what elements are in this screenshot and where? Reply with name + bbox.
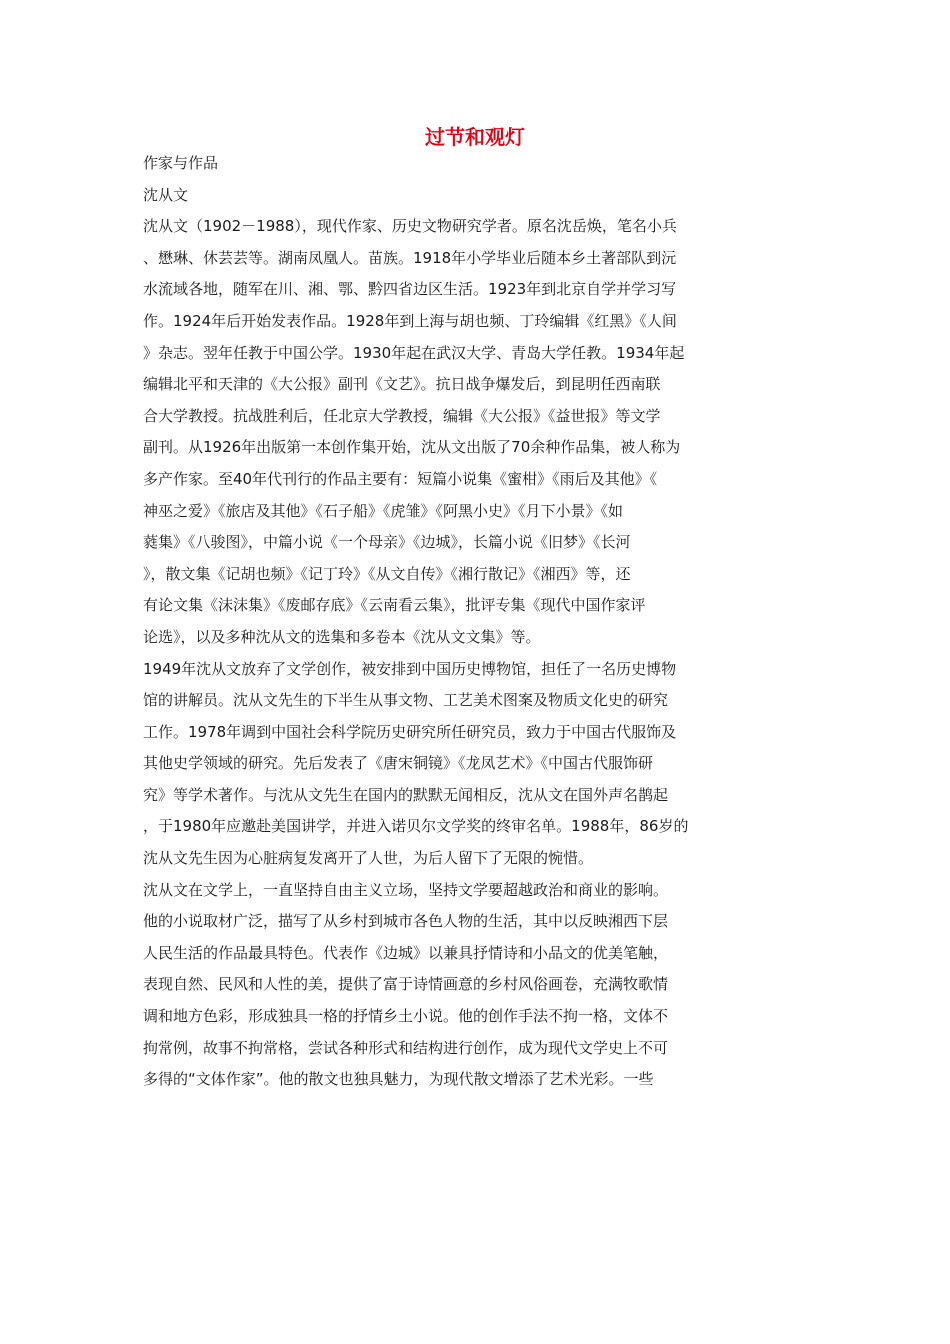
text-line: 论选》，以及多种沈从文的选集和多卷本《沈从文文集》等。: [143, 627, 541, 646]
section-heading: 作家与作品: [143, 154, 219, 172]
text-line: 、懋琳、休芸芸等。湖南凤凰人。苗族。1918年小学毕业后随本乡土著部队到沅: [143, 248, 677, 267]
text-line: 有论文集《沫沫集》《废邮存底》《云南看云集》，批评专集《现代中国作家评: [143, 596, 646, 615]
text-line: 多产作家。至40年代刊行的作品主要有：短篇小说集《蜜柑》《雨后及其他》《: [143, 469, 658, 488]
text-line: 》，散文集《记胡也频》《记丁玲》《从文自传》《湘行散记》《湘西》等，还: [143, 564, 631, 583]
text-line: 多得的“文体作家”。他的散文也独具魅力，为现代散文增添了艺术光彩。一些: [143, 1070, 654, 1089]
text-line: 究》等学术著作。与沈从文先生在国内的默默无闻相反，沈从文在国外声名鹊起: [143, 785, 669, 804]
text-line: 副刊。从1926年出版第一本创作集开始，沈从文出版了70余种作品集，被人称为: [143, 438, 681, 457]
text-line: 编辑北平和天津的《大公报》副刊《文艺》。抗日战争爆发后，到昆明任西南联: [143, 375, 661, 394]
text-line: 1949年沈从文放弃了文学创作，被安排到中国历史博物馆，担任了一名历史博物: [143, 659, 677, 678]
text-line: 神巫之爱》《旅店及其他》《石子船》《虎雏》《阿黑小史》《月下小景》《如: [143, 501, 624, 520]
text-line: 合大学教授。抗战胜利后，任北京大学教授，编辑《大公报》《益世报》等文学: [143, 406, 661, 425]
text-line: 》杂志。翌年任教于中国公学。1930年起在武汉大学、青岛大学任教。1934年起: [143, 343, 685, 362]
text-line: 沈从文（1902－1988），现代作家、历史文物研究学者。原名沈岳焕，笔名小兵: [143, 217, 677, 236]
document-title: 过节和观灯: [425, 125, 525, 149]
text-line: 沈从文先生因为心脏病复发离开了人世，为后人留下了无限的惋惜。: [143, 849, 594, 868]
text-line: 表现自然、民风和人性的美，提供了富于诗情画意的乡村风俗画卷，充满牧歌情: [143, 975, 669, 994]
text-line: 作。1924年后开始发表作品。1928年到上海与胡也频、丁玲编辑《红黑》《人间: [143, 311, 677, 330]
text-line: 调和地方色彩，形成独具一格的抒情乡土小说。他的创作手法不拘一格，文体不: [143, 1007, 669, 1026]
text-line: 工作。1978年调到中国社会科学院历史研究所任研究员，致力于中国古代服饰及: [143, 722, 677, 741]
text-line: 馆的讲解员。沈从文先生的下半生从事文物、工艺美术图案及物质文化史的研究: [143, 691, 669, 710]
text-line: 人民生活的作品最具特色。代表作《边城》以兼具抒情诗和小品文的优美笔触，: [143, 943, 669, 962]
text-line: 水流域各地，随军在川、湘、鄂、黔四省边区生活。1923年到北京自学并学习写: [143, 280, 677, 299]
text-line: 沈从文在文学上，一直坚持自由主义立场，坚持文学要超越政治和商业的影响。: [143, 880, 669, 899]
text-line: 蕤集》《八骏图》，中篇小说《一个母亲》《边城》，长篇小说《旧梦》《长河: [143, 533, 631, 552]
author-name: 沈从文: [143, 185, 189, 204]
document-body: [143, 148, 753, 1096]
text-line: 拘常例，故事不拘常格，尝试各种形式和结构进行创作，成为现代文学史上不可: [143, 1038, 669, 1057]
text-line: ，于1980年应邀赴美国讲学，并进入诺贝尔文学奖的终审名单。1988年，86岁的: [143, 817, 689, 836]
text-line: 其他史学领域的研究。先后发表了《唐宋铜镜》《龙凤艺术》《中国古代服饰研: [143, 754, 654, 773]
text-line: 他的小说取材广泛，描写了从乡村到城市各色人物的生活，其中以反映湘西下层: [143, 912, 669, 931]
